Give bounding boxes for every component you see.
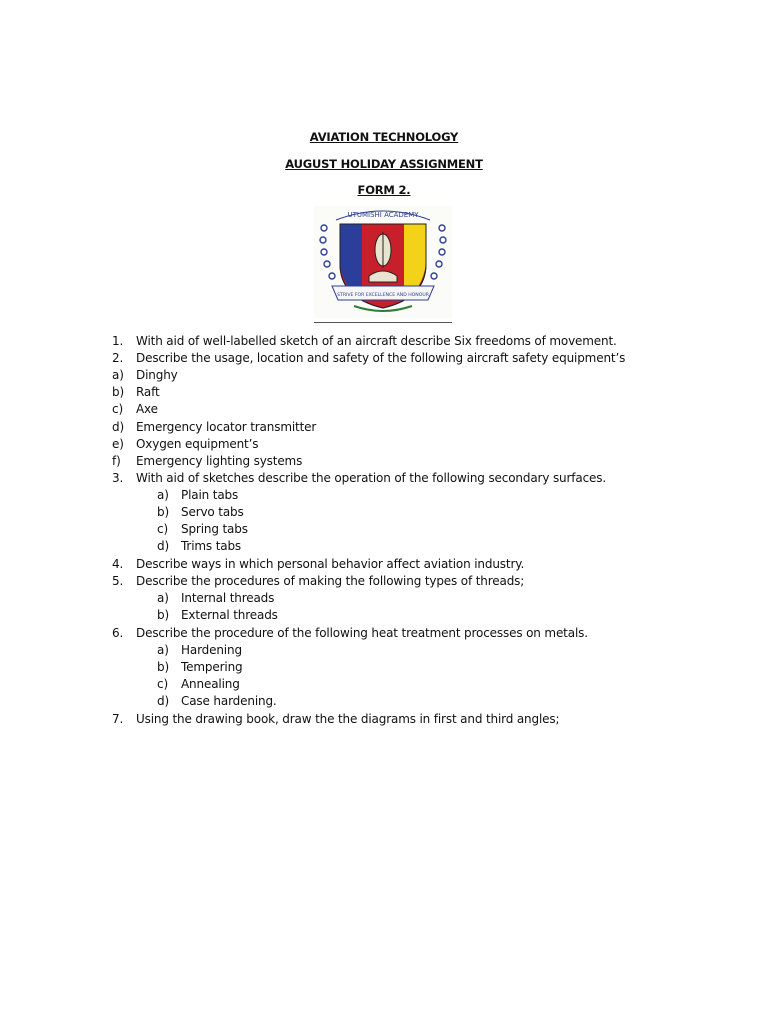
list-item-marker: c) [157,677,168,691]
list-item-text: Describe the procedures of making the following types of threads; [136,574,525,588]
list-item-text: Internal threads [181,591,275,605]
list-item-text: Describe the usage, location and safety of the following aircraft safety equipment’s [136,351,626,365]
crest-motto: STRIVE FOR EXCELLENCE AND HONOUR [337,293,429,298]
list-item-marker: d) [157,539,169,553]
list-item-marker: b) [157,608,169,622]
list-item-text: Servo tabs [181,505,244,519]
list-item-text: Spring tabs [181,522,248,536]
crest-arc-text: UTUMISHI ACADEMY [347,211,419,219]
list-item-marker: a) [157,643,169,657]
list-item-text: Tempering [181,660,243,674]
list-item-marker: a) [112,368,124,382]
list-item-text: With aid of well-labelled sketch of an aircraft describe Six freedoms of movement. [136,334,617,348]
list-item-marker: 1. [112,334,124,348]
document-title: AVIATION TECHNOLOGY [309,130,459,144]
list-item-text: Emergency locator transmitter [136,420,317,434]
list-item-text: Hardening [181,643,242,657]
list-item-marker: 3. [112,471,124,485]
list-item-marker: a) [157,488,169,502]
list-item-marker: d) [112,420,124,434]
crest-emblem [314,206,452,318]
list-item-text: Case hardening. [181,694,277,708]
list-item-text: External threads [181,608,278,622]
list-item-marker: d) [157,694,169,708]
list-item-marker: 7. [112,712,124,726]
list-item-marker: c) [157,522,168,536]
list-item-marker: 2. [112,351,124,365]
list-item-text: Using the drawing book, draw the the diagrams in first and third angles; [136,712,560,726]
list-item-marker: b) [157,505,169,519]
form-label: FORM 2. [357,183,411,197]
list-item-marker: 5. [112,574,124,588]
list-item-text: Annealing [181,677,240,691]
list-item-marker: 4. [112,557,124,571]
list-item-text: Dinghy [136,368,178,382]
list-item-marker: f) [112,454,121,468]
list-item-marker: c) [112,402,123,416]
list-item-text: Emergency lighting systems [136,454,303,468]
list-item-marker: e) [112,437,124,451]
list-item-text: Trims tabs [181,539,242,553]
list-item-marker: 6. [112,626,124,640]
list-item-text: Axe [136,402,158,416]
list-item-text: Describe ways in which personal behavior affect aviation industry. [136,557,525,571]
list-item-text: Describe the procedure of the following heat treatment processes on metals. [136,626,588,640]
list-item-marker: b) [157,660,169,674]
list-item-text: Raft [136,385,160,399]
list-item-text: With aid of sketches describe the operation of the following secondary surfaces. [136,471,607,485]
list-item-marker: a) [157,591,169,605]
list-item-marker: b) [112,385,124,399]
list-item-text: Plain tabs [181,488,239,502]
list-item-text: Oxygen equipment’s [136,437,259,451]
school-crest-logo [314,206,452,323]
document-subtitle: AUGUST HOLIDAY ASSIGNMENT [285,157,483,171]
